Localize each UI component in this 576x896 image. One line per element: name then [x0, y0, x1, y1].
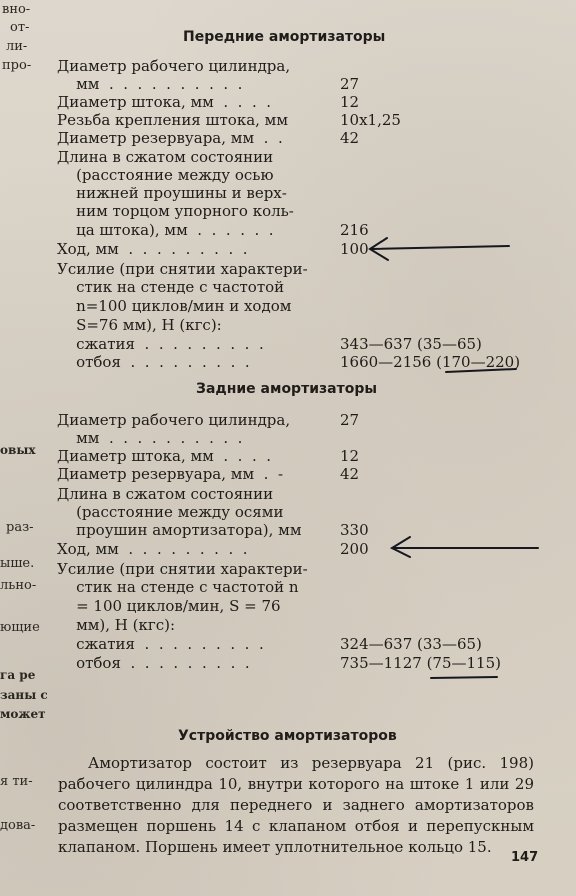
- spec-label: мм), Н (кгс):: [57, 616, 176, 634]
- spec-label: Резьба крепления штока, мм: [57, 111, 289, 129]
- spec-value: 12: [340, 447, 360, 465]
- spec-value: 216: [340, 221, 369, 239]
- underline-rear-rebound: [431, 677, 497, 678]
- gutter-text: ющие: [0, 620, 40, 635]
- spec-label: Диаметр штока, мм . . . .: [57, 93, 272, 111]
- spec-label: ним торцом упорного коль-: [57, 202, 294, 220]
- underline-front-rebound: [446, 369, 516, 372]
- spec-value: 324—637 (33—65): [340, 635, 482, 653]
- spec-label: Диаметр штока, мм . . . .: [57, 447, 272, 465]
- spec-label: S=76 мм), Н (кгс):: [57, 316, 222, 334]
- spec-label: нижней проушины и верх-: [57, 184, 287, 202]
- gutter-text: дова-: [0, 818, 36, 833]
- spec-label: Усилие (при снятии характери-: [57, 260, 308, 278]
- gutter-text: раз-: [6, 520, 34, 535]
- gutter-text: га ре: [0, 668, 36, 682]
- gutter-text: вно-: [2, 2, 31, 17]
- spec-value: 42: [340, 465, 360, 483]
- gutter-text: от-: [10, 20, 30, 35]
- gutter-text: ли-: [6, 39, 28, 54]
- spec-value: 42: [340, 129, 360, 147]
- spec-label: n=100 циклов/мин и ходом: [57, 297, 292, 315]
- spec-label: стик на стенде с частотой n: [57, 578, 299, 596]
- spec-label: Усилие (при снятии характери-: [57, 560, 308, 578]
- spec-label: мм . . . . . . . . . .: [57, 75, 243, 93]
- spec-label: отбоя . . . . . . . . .: [57, 353, 250, 371]
- gutter-text: ыше.: [0, 556, 35, 571]
- spec-label: Длина в сжатом состоянии: [57, 485, 274, 503]
- spec-label: Ход, мм . . . . . . . . .: [57, 540, 248, 558]
- spec-label: Диаметр резервуара, мм . -: [57, 465, 284, 483]
- spec-label: мм . . . . . . . . . .: [57, 429, 243, 447]
- page-number: 147: [511, 850, 539, 865]
- spec-label: отбоя . . . . . . . . .: [57, 654, 250, 672]
- spec-value: 1660—2156 (170—220): [340, 353, 521, 371]
- device-paragraph: Амортизатор состоит из резервуара 21 (рис. 198) рабочего цилиндра 10, внутри которого на штоке 1 или 29 соответственно для переднего и заднего амортизаторов размещен поршень 14 с клапаном отбоя и перепускным клапаном. Поршень имеет уплотнительное кольцо 15.: [58, 754, 534, 856]
- spec-label: Диаметр рабочего цилиндра,: [57, 57, 291, 75]
- spec-value: 27: [340, 411, 360, 429]
- rear-section-title: Задние амортизаторы: [196, 381, 378, 397]
- spec-value: 27: [340, 75, 360, 93]
- spec-label: стик на стенде с частотой: [57, 278, 285, 296]
- spec-label: ца штока), мм . . . . . .: [57, 221, 274, 239]
- gutter-text: я ти-: [0, 774, 33, 789]
- spec-value: 12: [340, 93, 360, 111]
- spec-label: Диаметр рабочего цилиндра,: [57, 411, 291, 429]
- front-section-title: Передние амортизаторы: [183, 29, 386, 45]
- spec-label: Длина в сжатом состоянии: [57, 148, 274, 166]
- spec-label: сжатия . . . . . . . . .: [57, 635, 264, 653]
- gutter-text: льно-: [0, 578, 37, 593]
- spec-label: Диаметр резервуара, мм . .: [57, 129, 283, 147]
- spec-value: 10х1,25: [340, 111, 401, 129]
- spec-value: 330: [340, 521, 369, 539]
- arrow-annotation-front-stroke: [372, 246, 509, 249]
- gutter-text: овых: [0, 443, 36, 457]
- spec-value: 343—637 (35—65): [340, 335, 482, 353]
- spec-label: Ход, мм . . . . . . . . .: [57, 240, 248, 258]
- spec-label: проушин амортизатора), мм: [57, 521, 302, 539]
- spec-label: сжатия . . . . . . . . .: [57, 335, 264, 353]
- device-section-title: Устройство амортизаторов: [178, 728, 397, 744]
- spec-label: (расстояние между осями: [57, 503, 284, 521]
- gutter-text: может: [0, 707, 46, 721]
- spec-label: = 100 циклов/мин, S = 76: [57, 597, 281, 615]
- spec-value: 200: [340, 540, 369, 558]
- gutter-text: заны с: [0, 688, 48, 702]
- spec-value: 735—1127 (75—115): [340, 654, 501, 672]
- gutter-text: про-: [2, 58, 32, 73]
- spec-value: 100: [340, 240, 369, 258]
- spec-label: (расстояние между осью: [57, 166, 274, 184]
